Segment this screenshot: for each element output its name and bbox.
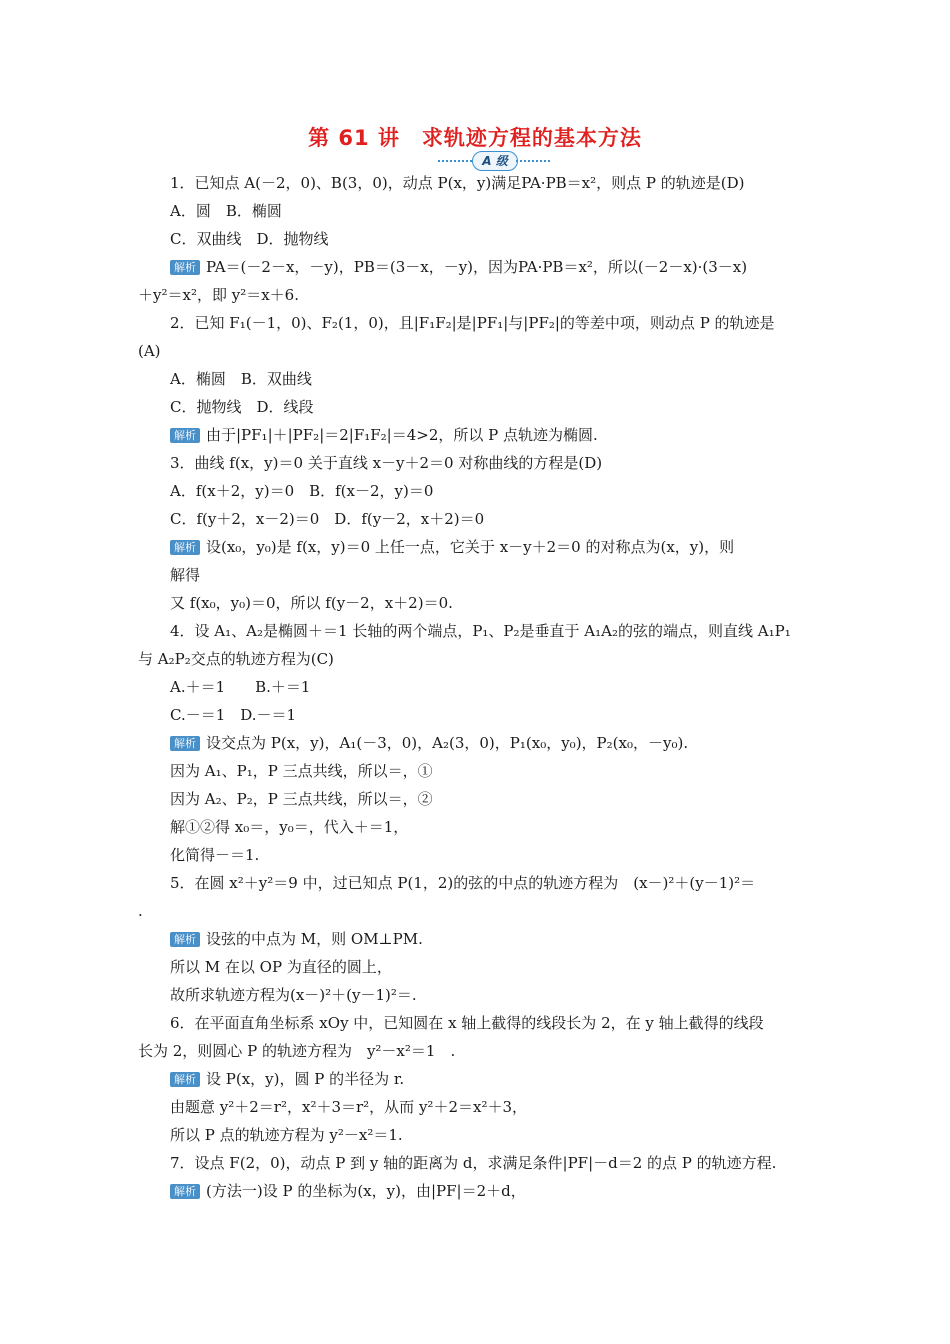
- analysis-tag: 解析: [170, 932, 200, 947]
- question-7-analysis: 解析 (方法一)设 P 的坐标为(x，y)，由|PF|＝2＋d，: [170, 1181, 846, 1201]
- question-6-stem-cont: 长为 2，则圆心 P 的轨迹方程为 y²－x²＝1 .: [138, 1042, 456, 1060]
- question-1-options-cd: C．双曲线 D．抛物线: [170, 230, 329, 248]
- level-marker: [438, 151, 550, 171]
- question-5-stem: 5．在圆 x²＋y²＝9 中，过已知点 P(1，2)的弦的中点的轨迹方程为 (x－)²＋(y－1)²＝: [170, 874, 756, 892]
- question-4-stem: 4．设 A₁、A₂是椭圆＋＝1 长轴的两个端点，P₁、P₂是垂直于 A₁A₂的弦的端点，则直线 A₁P₁: [170, 622, 791, 640]
- question-5-stem-cont: .: [138, 902, 143, 920]
- question-4-analysis-3: 因为 A₂、P₂，P 三点共线，所以＝，②: [170, 790, 433, 808]
- question-6-analysis-3: 所以 P 点的轨迹方程为 y²－x²＝1.: [170, 1126, 403, 1144]
- analysis-tag: 解析: [170, 1184, 200, 1199]
- question-5-analysis-2: 所以 M 在以 OP 为直径的圆上，: [170, 958, 392, 976]
- question-4-options-cd: C.－＝1 D.－＝1: [170, 706, 297, 724]
- question-3-stem: 3．曲线 f(x，y)＝0 关于直线 x－y＋2＝0 对称曲线的方程是(D): [170, 454, 603, 472]
- question-3-analysis-3: 又 f(x₀，y₀)＝0，所以 f(y－2，x＋2)＝0.: [170, 594, 453, 612]
- question-2-options-cd: C．抛物线 D．线段: [170, 398, 314, 416]
- question-2-stem: 2．已知 F₁(－1，0)、F₂(1，0)，且|F₁F₂|是|PF₁|与|PF₂|的等差中项，则动点 P 的轨迹是: [170, 314, 775, 332]
- question-4-options-ab: A.＋＝1 B.＋＝1: [170, 678, 311, 696]
- analysis-tag: 解析: [170, 1072, 200, 1087]
- question-2-options-ab: A．椭圆 B．双曲线: [170, 370, 312, 388]
- question-3-options-cd: C．f(y＋2，x－2)＝0 D．f(y－2，x＋2)＝0: [170, 510, 485, 528]
- question-2-analysis: 解析 由于|PF₁|＋|PF₂|＝2|F₁F₂|＝4>2，所以 P 点轨迹为椭圆.: [170, 425, 846, 445]
- question-2-answer: (A): [138, 342, 161, 360]
- question-1-options-ab: A．圆 B．椭圆: [170, 202, 282, 220]
- question-3-analysis-2: 解得: [170, 566, 201, 584]
- question-5-analysis-3: 故所求轨迹方程为(x－)²＋(y－1)²＝.: [170, 986, 417, 1004]
- question-1-stem: 1．已知点 A(－2，0)、B(3，0)，动点 P(x，y)满足PA·PB＝x²，则点 P 的轨迹是(D): [170, 174, 745, 192]
- question-4-stem-cont: 与 A₂P₂交点的轨迹方程为(C): [138, 650, 334, 668]
- question-4-analysis: 解析 设交点为 P(x，y)，A₁(－3，0)，A₂(3，0)，P₁(x₀，y₀)，P₂(x₀，－y₀).: [170, 733, 846, 753]
- question-6-analysis: 解析 设 P(x，y)，圆 P 的半径为 r.: [170, 1069, 846, 1089]
- question-3-options-ab: A．f(x＋2，y)＝0 B．f(x－2，y)＝0: [170, 482, 434, 500]
- analysis-tag: 解析: [170, 428, 200, 443]
- question-4-analysis-4: 解①②得 x₀＝，y₀＝，代入＋＝1，: [170, 818, 409, 836]
- analysis-tag: 解析: [170, 260, 200, 275]
- question-1-analysis: 解析 PA＝(－2－x，－y)，PB＝(3－x，－y)，因为PA·PB＝x²，所以(－2－x)·(3－x): [170, 257, 846, 277]
- level-divider-right: [516, 160, 550, 162]
- question-1-analysis-cont: ＋y²＝x²，即 y²＝x＋6.: [138, 286, 299, 304]
- question-4-analysis-2: 因为 A₁、P₁，P 三点共线，所以＝，①: [170, 762, 433, 780]
- question-7-stem: 7．设点 F(2，0)，动点 P 到 y 轴的距离为 d，求满足条件|PF|－d＝2 的点 P 的轨迹方程.: [170, 1154, 777, 1172]
- question-6-analysis-2: 由题意 y²＋2＝r²，x²＋3＝r²，从而 y²＋2＝x²＋3，: [170, 1098, 527, 1116]
- question-6-stem: 6．在平面直角坐标系 xOy 中，已知圆在 x 轴上截得的线段长为 2，在 y 轴上截得的线段: [170, 1014, 764, 1032]
- level-badge: A 级: [472, 151, 518, 171]
- question-4-analysis-5: 化简得－＝1.: [170, 846, 260, 864]
- question-3-analysis: 解析 设(x₀，y₀)是 f(x，y)＝0 上任一点，它关于 x－y＋2＝0 的对称点为(x，y)，则: [170, 537, 846, 557]
- analysis-tag: 解析: [170, 736, 200, 751]
- question-5-analysis: 解析 设弦的中点为 M，则 OM⊥PM.: [170, 929, 846, 949]
- analysis-tag: 解析: [170, 540, 200, 555]
- level-divider-left: [438, 160, 472, 162]
- page-title: 第 61 讲 求轨迹方程的基本方法: [308, 126, 642, 150]
